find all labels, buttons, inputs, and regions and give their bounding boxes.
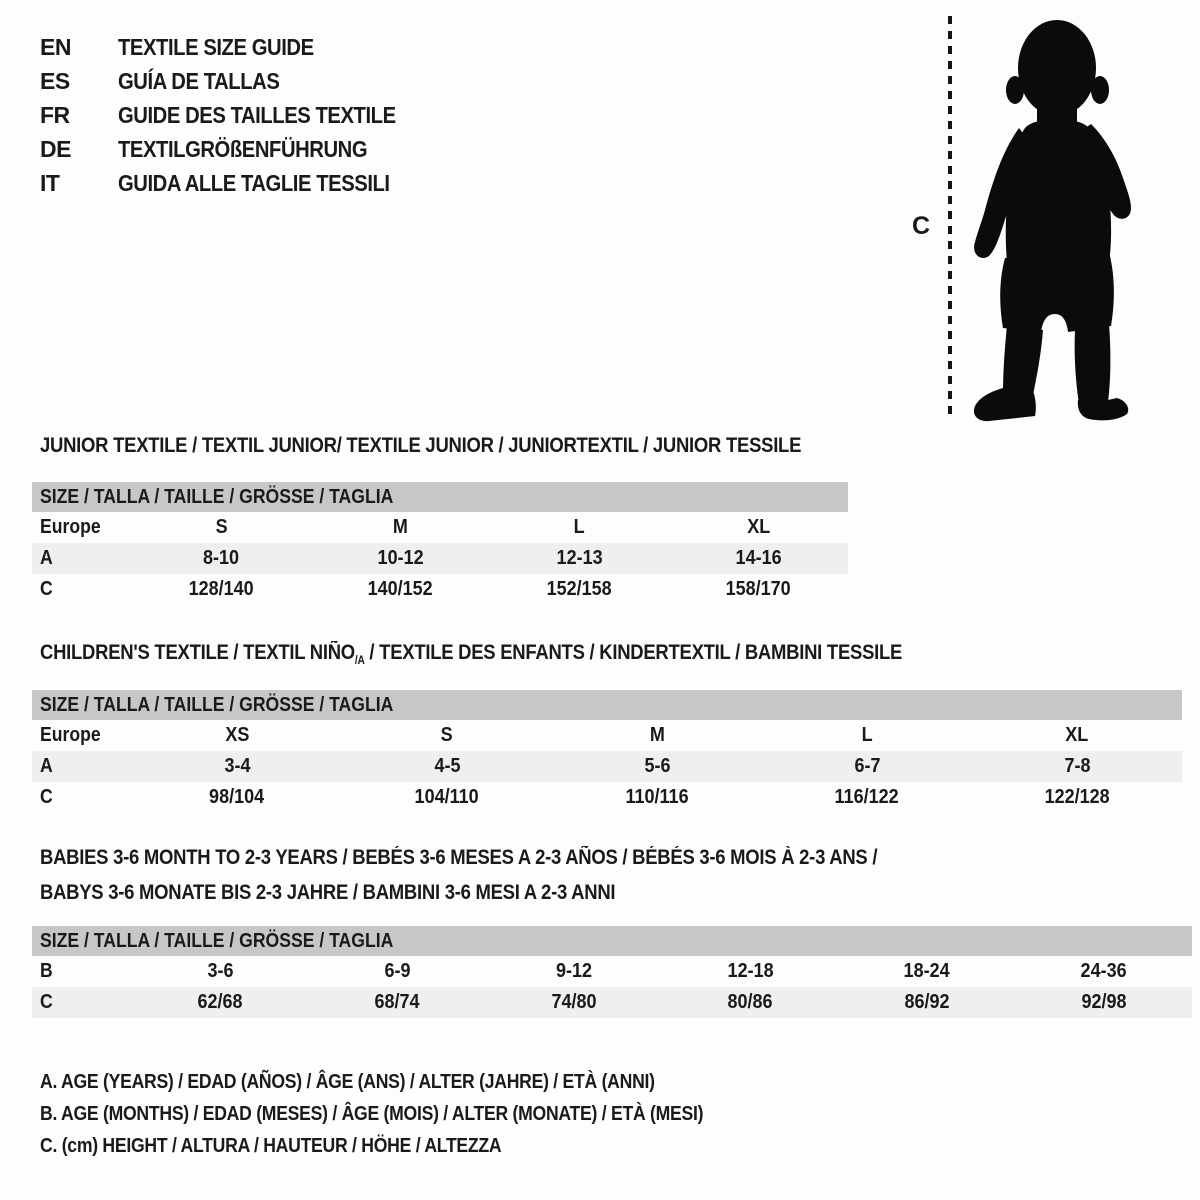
table-row: C 98/104 104/110 110/116 116/122 122/128 [40, 786, 1110, 808]
height-dashed-line [948, 16, 952, 416]
junior-size-table [32, 482, 848, 605]
guide-title-es: GUÍA DE TALLAS [118, 67, 280, 94]
table-row: B 3-6 6-9 9-12 12-18 18-24 24-36 [40, 960, 1127, 982]
legend-line-b: B. AGE (MONTHS) / EDAD (MESES) / ÂGE (MOIS) / ALTER (MONATE) / ETÀ (MESI) [40, 1102, 704, 1125]
language-code: FR [40, 101, 70, 128]
table-row: A 8-10 10-12 12-13 14-16 [32, 543, 848, 574]
children-section-title: CHILDREN'S TEXTILE / TEXTIL $NIÑO_{/A}$ / TEXTILE DES ENFANTS / KINDERTEXTIL / BAMBINI TESSILE [40, 641, 903, 668]
child-height-figure [900, 0, 1200, 440]
guide-title-it: GUIDA ALLE TAGLIE TESSILI [118, 169, 390, 196]
language-title-list [40, 30, 434, 200]
babies-size-table [32, 926, 1192, 1018]
language-code: DE [40, 135, 71, 162]
language-row-es [40, 64, 434, 98]
guide-title-de: TEXTILGRÖßENFÜHRUNG [118, 135, 368, 162]
legend-line-a: A. AGE (YEARS) / EDAD (AÑOS) / ÂGE (ANS) / ALTER (JAHRE) / ETÀ (ANNI) [40, 1070, 655, 1093]
size-header-bar: SIZE / TALLA / TAILLE / GRÖSSE / TAGLIA [32, 926, 1192, 956]
row-label: Europe [40, 516, 101, 538]
nino-a-subscript: /A [354, 655, 365, 668]
row-label: C [40, 991, 53, 1013]
table-row: Europe XS S M L XL [40, 724, 1089, 746]
language-row-en [40, 30, 434, 64]
junior-section-title: JUNIOR TEXTILE / TEXTIL JUNIOR/ TEXTILE JUNIOR / JUNIORTEXTIL / JUNIOR TESSILE [40, 434, 802, 457]
table-row: A 3-4 4-5 5-6 6-7 7-8 [32, 751, 1182, 782]
row-label: Europe [40, 724, 101, 746]
children-size-table [32, 690, 1182, 813]
language-row-de [40, 132, 434, 166]
table-row: Europe S M L XL [40, 516, 771, 538]
babies-section-title-line1: BABIES 3-6 MONTH TO 2-3 YEARS / BEBÉS 3-6 MESES A 2-3 AÑOS / BÉBÉS 3-6 MOIS À 2-3 ANS / [40, 846, 878, 869]
language-code: EN [40, 33, 71, 60]
measure-legend [40, 1066, 794, 1162]
language-code: IT [40, 169, 60, 196]
height-measure-label: C [912, 212, 931, 240]
table-row: C 62/68 68/74 74/80 80/86 86/92 92/98 [32, 987, 1192, 1018]
language-row-it [40, 166, 434, 200]
row-label: A [40, 547, 53, 569]
size-header-bar: SIZE / TALLA / TAILLE / GRÖSSE / TAGLIA [32, 482, 848, 512]
toddler-silhouette [955, 10, 1155, 425]
row-label: C [40, 578, 53, 600]
table-row: C 128/140 140/152 152/158 158/170 [40, 578, 792, 600]
guide-title-fr: GUIDE DES TAILLES TEXTILE [118, 101, 396, 128]
row-label: B [40, 960, 53, 982]
row-label: A [40, 755, 53, 777]
size-header-bar: SIZE / TALLA / TAILLE / GRÖSSE / TAGLIA [32, 690, 1182, 720]
row-label: C [40, 786, 53, 808]
guide-title-en: TEXTILE SIZE GUIDE [118, 33, 314, 60]
babies-section-title-line2: BABYS 3-6 MONATE BIS 2-3 JAHRE / BAMBINI 3-6 MESI A 2-3 ANNI [40, 881, 616, 904]
language-row-fr [40, 98, 434, 132]
legend-line-c: C. (cm) HEIGHT / ALTURA / HAUTEUR / HÖHE / ALTEZZA [40, 1134, 502, 1157]
language-code: ES [40, 67, 70, 94]
